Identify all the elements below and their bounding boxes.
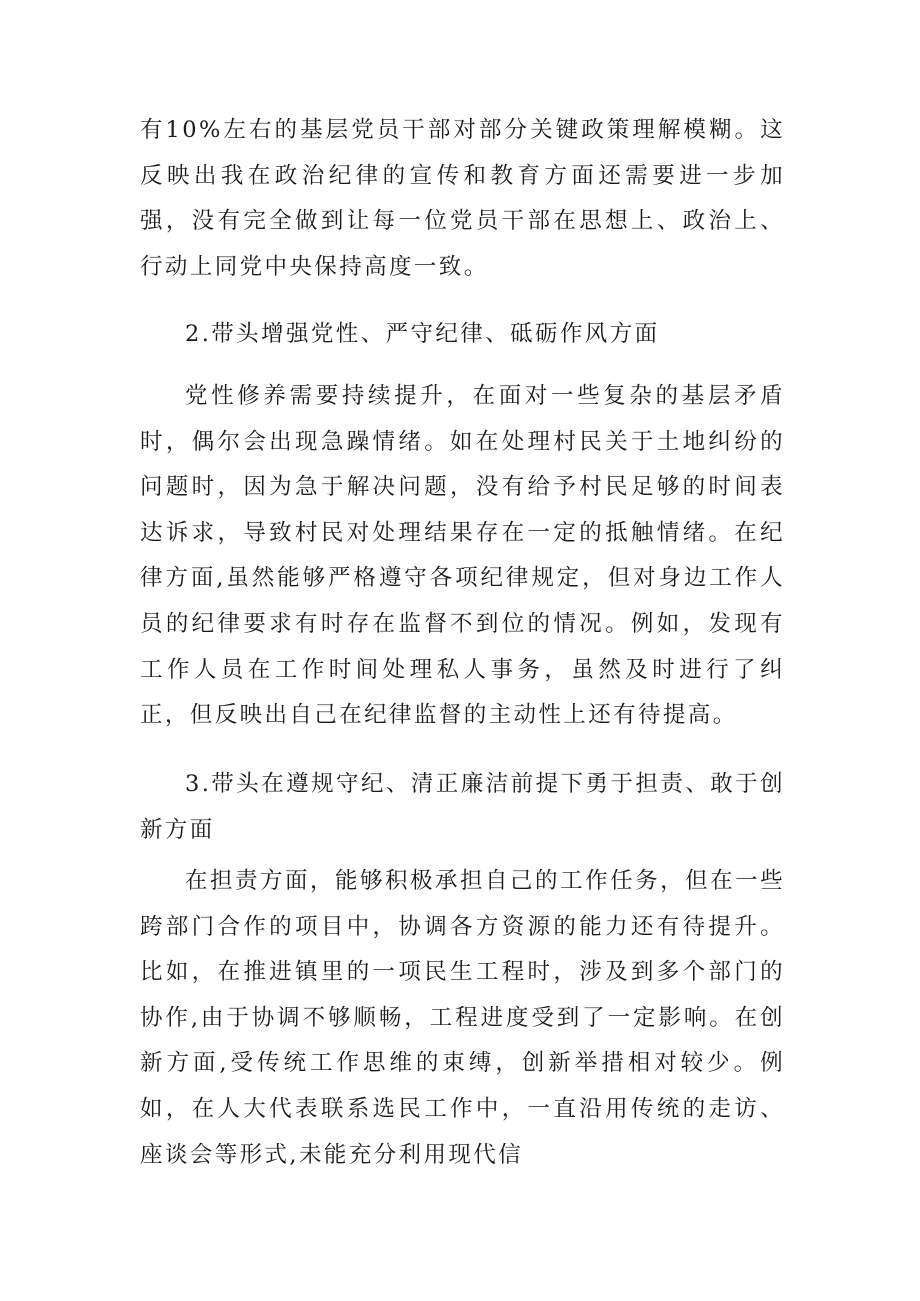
section-heading-2: 2.带头增强党性、严守纪律、砥砺作风方面 (185, 321, 660, 347)
section-heading-3: 3.带头在遵规守纪、清正廉洁前提下勇于担责、敢于创新方面 (140, 771, 785, 843)
paragraph-section-3: 在担责方面，能够积极承担自己的工作任务，但在一些跨部门合作的项目中，协调各方资源的能力还有待提升。比如，在推进镇里的一项民生工程时，涉及到多个部门的协作,由于协调不够顺畅，工程进度受到了一定影响。在创新方面,受传统工作思维的束缚，创新举措相对较少。例如，在人大代表联系选民工作中，一直沿用传统的走访、座谈会等形式,未能充分利用现代信 (140, 868, 785, 1168)
paragraph-continuation: 有10%左右的基层党员干部对部分关键政策理解模糊。这反映出我在政治纪律的宣传和教育方面还需要进一步加强，没有完全做到让每一位党员干部在思想上、政治上、行动上同党中央保持高度一致。 (140, 117, 785, 280)
paragraph-section-2: 党性修养需要持续提升，在面对一些复杂的基层矛盾时，偶尔会出现急躁情绪。如在处理村民关于土地纠纷的问题时，因为急于解决问题，没有给予村民足够的时间表达诉求，导致村民对处理结果存在一定的抵触情绪。在纪律方面,虽然能够严格遵守各项纪律规定，但对身边工作人员的纪律要求有时存在监督不到位的情况。例如，发现有工作人员在工作时间处理私人事务，虽然及时进行了纠正，但反映出自己在纪律监督的主动性上还有待提高。 (140, 383, 785, 729)
